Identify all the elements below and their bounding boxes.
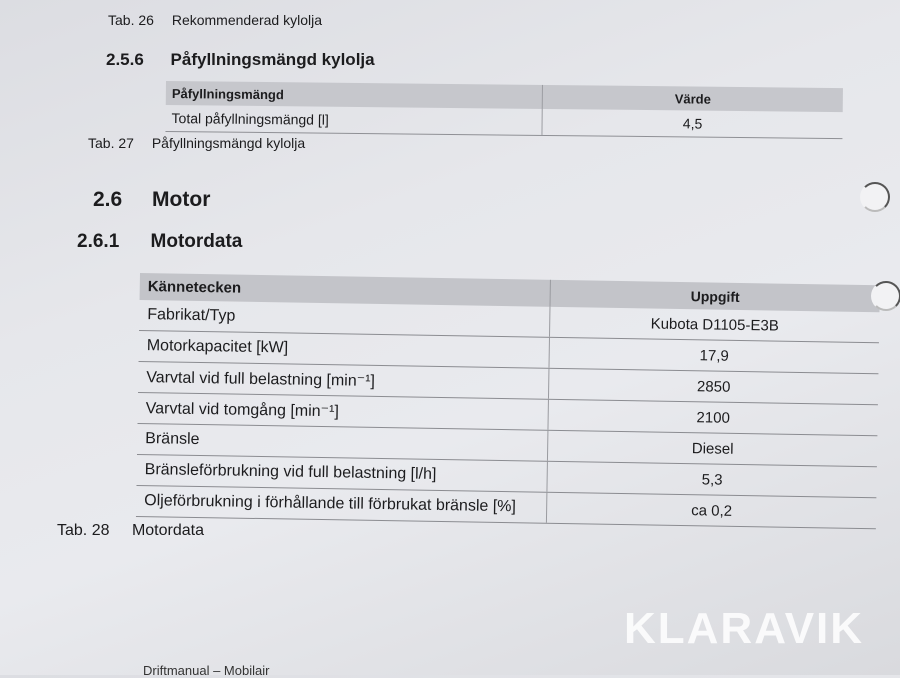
watermark-logo: KLARAVIK (624, 604, 865, 653)
table-cell: 2100 (696, 408, 731, 427)
header-cell: Kännetecken (140, 273, 551, 307)
table-cell: Diesel (691, 439, 734, 458)
tab26-caption (108, 12, 322, 28)
header-cell: Värde (674, 90, 711, 107)
tab28-label: Tab. 28 (57, 522, 110, 539)
table-cell: Motorkapacitet [kW] (139, 331, 550, 368)
section-title: Påfyllningsmängd kylolja (170, 50, 375, 69)
table-cell: 4,5 (682, 115, 703, 132)
table-cell: Kubota D1105-E3B (650, 314, 779, 335)
tab28-caption (57, 522, 204, 540)
page-footer: Driftmanual – Mobilair (143, 663, 270, 678)
table-cell: 2850 (696, 377, 731, 396)
table-cell: Oljeförbrukning i förhållande till förbrukat bränsle [%] (136, 486, 547, 523)
section-256-heading (106, 50, 375, 70)
header-cell: Påfyllningsmängd (166, 81, 543, 109)
table-cell: Fabrikat/Typ (139, 300, 550, 337)
table-cell: ca 0,2 (691, 501, 733, 520)
tab28-title: Motordata (131, 522, 204, 539)
table-row (165, 105, 842, 139)
punch-hole (860, 182, 890, 212)
tab26-label: Tab. 26 (108, 12, 154, 28)
table-cell: Bränsleförbrukning vid full belastning [l/h] (136, 455, 547, 492)
header-cell: Uppgift (690, 287, 740, 305)
section-title: Motor (152, 188, 211, 211)
punch-hole (871, 281, 900, 311)
table-28 (136, 273, 880, 529)
tab26-title: Rekommenderad kylolja (171, 12, 323, 28)
table-cell: 17,9 (699, 346, 729, 365)
table-cell: Varvtal vid tomgång [min⁻¹] (138, 393, 549, 430)
section-number: 2.5.6 (106, 50, 144, 69)
table-cell: Bränsle (137, 424, 548, 461)
table-cell: 5,3 (701, 470, 723, 489)
table-cell: Total påfyllningsmängd [l] (165, 105, 542, 135)
table-27 (165, 81, 842, 139)
section-26-heading (93, 188, 210, 212)
section-261-heading (77, 231, 242, 253)
section-number: 2.6 (93, 188, 123, 211)
tab27-label: Tab. 27 (88, 135, 134, 151)
tab27-caption (88, 135, 305, 151)
table-cell: Varvtal vid full belastning [min⁻¹] (138, 362, 549, 399)
section-title: Motordata (150, 231, 243, 252)
section-number: 2.6.1 (77, 231, 120, 252)
tab27-title: Påfyllningsmängd kylolja (151, 135, 306, 151)
